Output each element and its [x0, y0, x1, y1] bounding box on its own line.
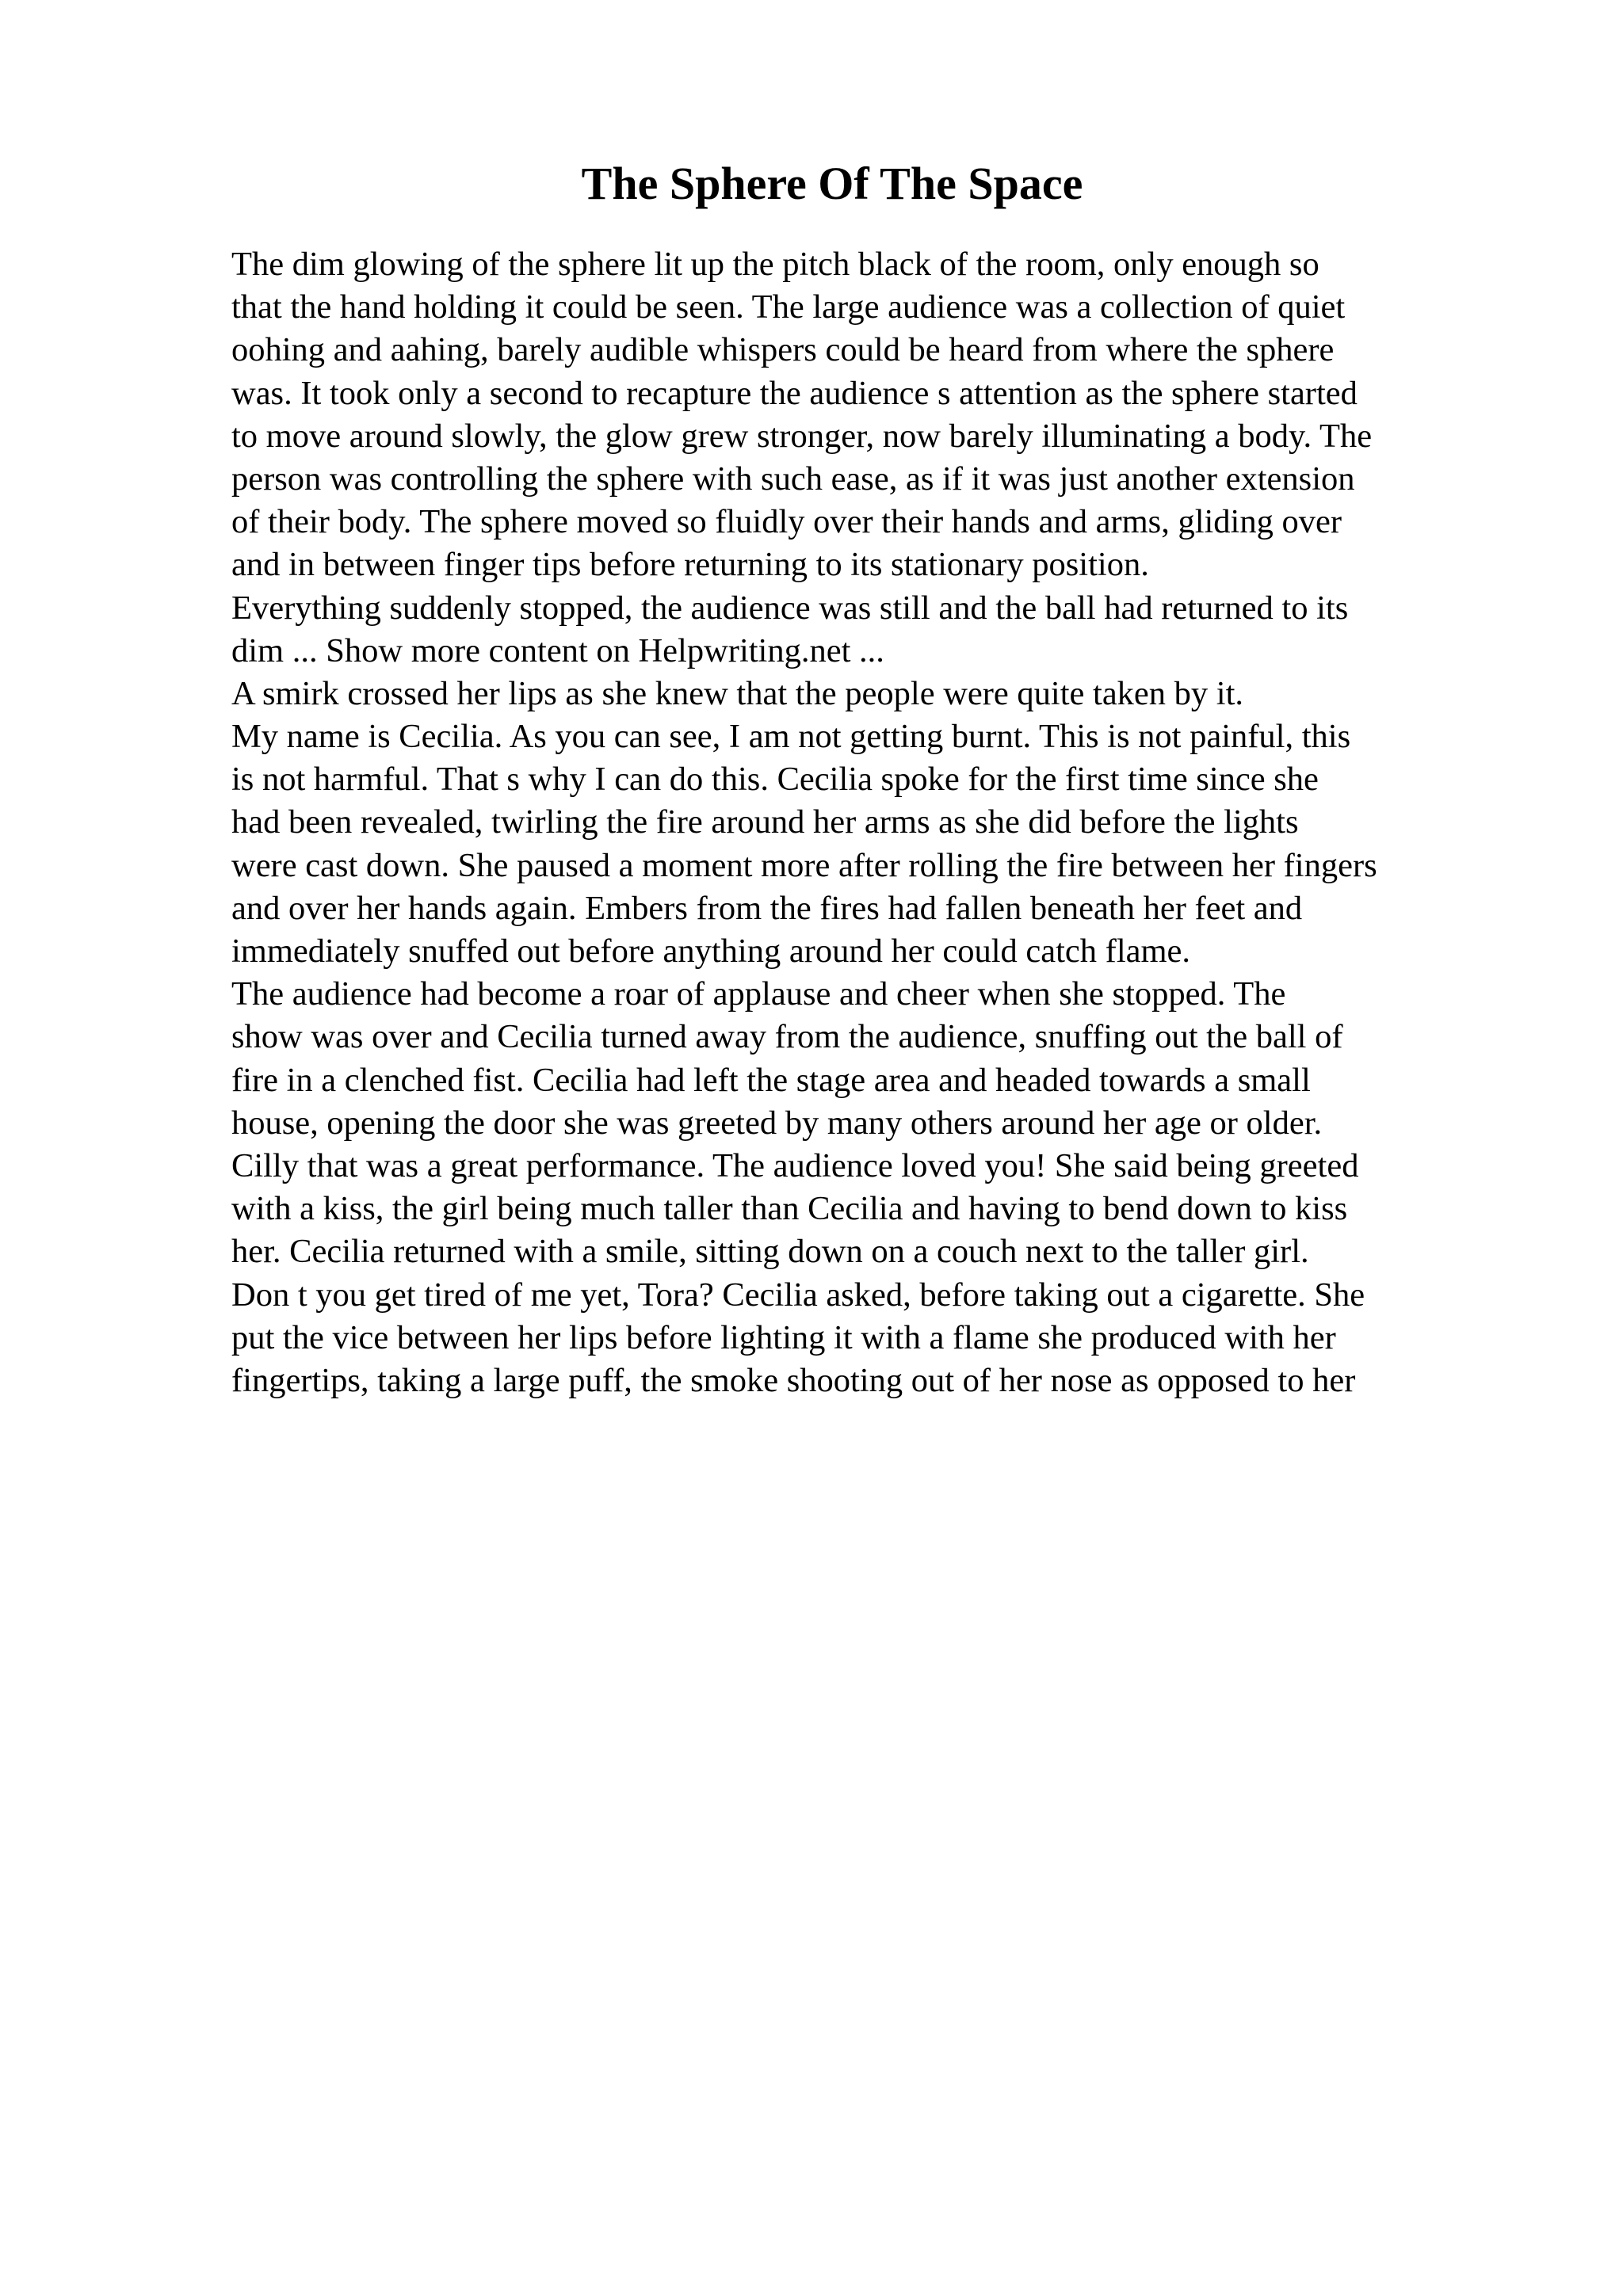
- text-line: Don t you get tired of me yet, Tora? Cecilia asked, before taking out a cigarette. She: [231, 1276, 1365, 1314]
- text-line: and in between finger tips before returning to its stationary position.: [231, 546, 1149, 584]
- text-line: is not harmful. That s why I can do this. Cecilia spoke for the first time since she: [231, 761, 1319, 799]
- text-line: person was controlling the sphere with such ease, as if it was just another extension: [231, 460, 1355, 498]
- text-line: to move around slowly, the glow grew stronger, now barely illuminating a body. The: [231, 417, 1373, 455]
- document-title: The Sphere Of The Space: [581, 158, 1083, 209]
- text-line: Cilly that was a great performance. The audience loved you! She said being greeted: [231, 1146, 1359, 1184]
- text-line: show was over and Cecilia turned away from the audience, snuffing out the ball of: [231, 1018, 1343, 1056]
- text-line: The dim glowing of the sphere lit up the pitch black of the room, only enough so: [231, 246, 1319, 283]
- text-line: My name is Cecilia. As you can see, I am not getting burnt. This is not painful, this: [231, 718, 1351, 756]
- text-line: that the hand holding it could be seen. The large audience was a collection of quiet: [231, 288, 1346, 326]
- text-line: fingertips, taking a large puff, the smoke shooting out of her nose as opposed to her: [231, 1361, 1356, 1399]
- document-body: [231, 243, 1531, 1402]
- text-line: of their body. The sphere moved so fluidly over their hands and arms, gliding over: [231, 503, 1342, 541]
- text-line: dim ... Show more content on Helpwriting.net ...: [231, 631, 884, 669]
- text-line: had been revealed, twirling the fire around her arms as she did before the lights: [231, 803, 1299, 841]
- text-line: The audience had become a roar of applause and cheer when she stopped. The: [231, 975, 1286, 1013]
- text-line: with a kiss, the girl being much taller than Cecilia and having to bend down to kiss: [231, 1190, 1348, 1228]
- text-line: fire in a clenched fist. Cecilia had left the stage area and headed towards a small: [231, 1061, 1311, 1099]
- text-line: were cast down. She paused a moment more after rolling the fire between her fingers: [231, 846, 1377, 884]
- text-line: oohing and aahing, barely audible whispers could be heard from where the sphere: [231, 331, 1335, 369]
- text-line: was. It took only a second to recapture the audience s attention as the sphere started: [231, 374, 1358, 412]
- text-line: immediately snuffed out before anything around her could catch flame.: [231, 933, 1191, 970]
- text-line: her. Cecilia returned with a smile, sitting down on a couch next to the taller girl.: [231, 1233, 1309, 1271]
- text-line: house, opening the door she was greeted by many others around her age or older.: [231, 1104, 1323, 1142]
- text-line: A smirk crossed her lips as she knew that the people were quite taken by it.: [231, 674, 1244, 712]
- text-line: and over her hands again. Embers from the fires had fallen beneath her feet and: [231, 889, 1303, 927]
- text-line: put the vice between her lips before lighting it with a flame she produced with her: [231, 1318, 1336, 1356]
- text-line: Everything suddenly stopped, the audience was still and the ball had returned to its: [231, 589, 1349, 627]
